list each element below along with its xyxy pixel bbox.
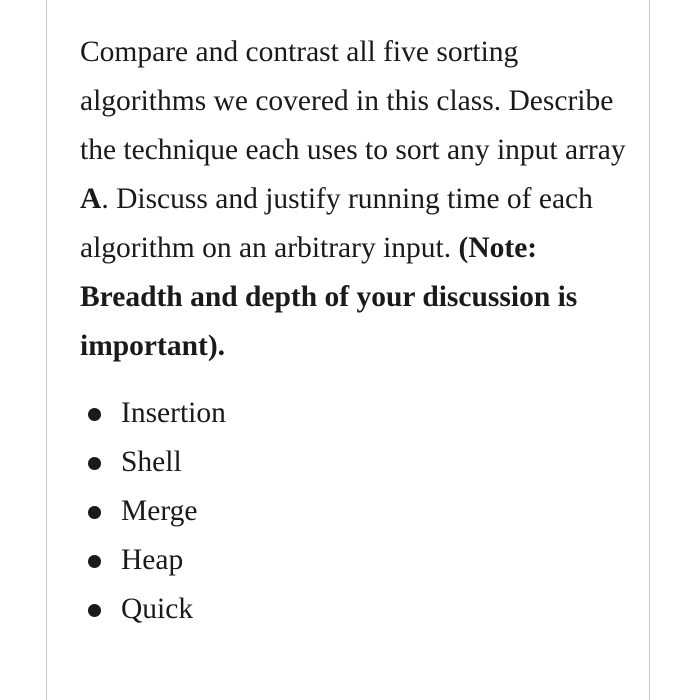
bullet-icon	[88, 604, 101, 617]
list-item	[80, 438, 226, 487]
list-item	[80, 487, 226, 536]
bullet-icon	[88, 457, 101, 470]
bullet-icon	[88, 506, 101, 519]
list-item-label: Merge	[121, 495, 198, 527]
bullet-icon	[88, 408, 101, 421]
list-item	[80, 585, 226, 634]
list-item-label: Insertion	[121, 397, 226, 429]
list-item-label: Quick	[121, 593, 194, 625]
list-item-label: Shell	[121, 446, 182, 478]
question-intro: Compare and contrast all five sorting algorithms we covered in this class. Describe the technique each uses to sort any input array	[80, 36, 626, 166]
question-body: . Discuss and justify running time of each algorithm on an arbitrary input.	[80, 183, 593, 264]
list-item	[80, 389, 226, 438]
list-item	[80, 536, 226, 585]
bullet-icon	[88, 555, 101, 568]
algorithm-list	[80, 389, 226, 634]
question-note: (Note: Breadth and depth of your discussion is important).	[80, 232, 578, 362]
list-item-label: Heap	[121, 544, 184, 576]
question-text	[80, 28, 640, 371]
array-name: A	[80, 183, 102, 215]
